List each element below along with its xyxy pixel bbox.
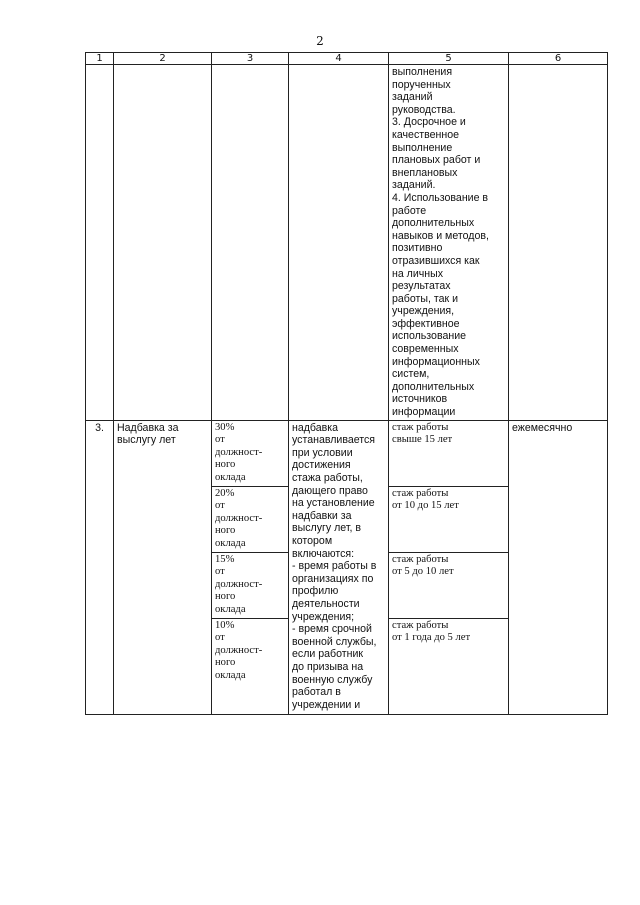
header-col-2: 2 [114,53,212,65]
rate-10: 10% от должност- ного оклада [212,618,289,714]
cont-cell-3 [212,65,289,421]
cont-cell-1 [86,65,114,421]
continuation-row [86,65,608,421]
criteria-5-10: стаж работы от 5 до 10 лет [389,552,509,618]
allowance-name: Надбавка за выслугу лет [114,420,212,714]
cont-criteria-text: выполнения порученных заданий руководства. 3. Досрочное и качественное выполнение плановых работ и внеплановых заданий. 4. Использование в работе дополнительных навыков и методов, позитивно отразившихся как на личных результатах работы, так и учреждения, эффективное использование современных информационных систем, дополнительных источников информации [389,65,509,421]
cont-cell-4 [289,65,389,421]
payment-period: ежемесячно [509,420,608,714]
criteria-15-plus: стаж работы свыше 15 лет [389,420,509,486]
rate-20: 20% от должност- ного оклада [212,486,289,552]
criteria-1-5: стаж работы от 1 года до 5 лет [389,618,509,714]
header-col-4: 4 [289,53,389,65]
header-col-5: 5 [389,53,509,65]
header-col-3: 3 [212,53,289,65]
page-number: 2 [316,34,324,48]
condition-text: надбавка устанавливается при условии достижения стажа работы, дающего право на установление надбавки за выслугу лет, в котором включаются: - время работы в организациях по профилю деятельности учреждения; - время срочной военной службы, если работник до призыва на военную службу работал в учреждении и [289,420,389,714]
rate-30: 30% от должност- ного оклада [212,420,289,486]
row-number: 3. [86,420,114,714]
header-col-6: 6 [509,53,608,65]
table-row [86,420,608,486]
rate-15: 15% от должност- ного оклада [212,552,289,618]
header-col-1: 1 [86,53,114,65]
cont-cell-6 [509,65,608,421]
header-row [86,53,608,65]
criteria-10-15: стаж работы от 10 до 15 лет [389,486,509,552]
cont-cell-2 [114,65,212,421]
allowance-table [85,52,608,715]
